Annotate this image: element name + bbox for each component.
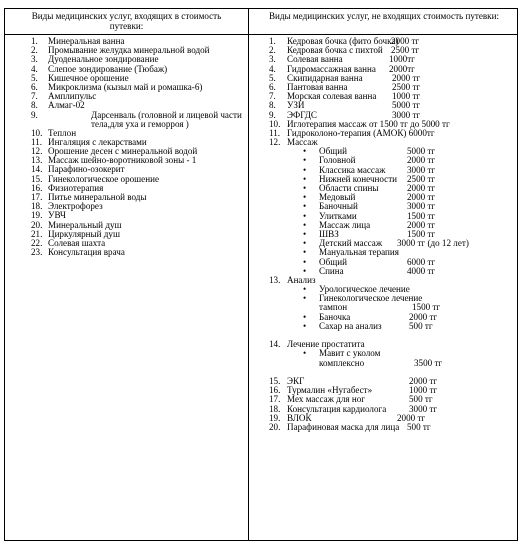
item-number: 20. [31, 219, 43, 230]
sub-item [249, 313, 517, 322]
sub-item-text: Медовый [319, 192, 356, 203]
sub-item-text: Баночный [319, 201, 358, 212]
sub-item-text: Классика массаж [319, 164, 386, 175]
sub-item-price: 2000 тг [407, 155, 436, 166]
sub-item-text: Улитками [319, 210, 357, 221]
sub-item [249, 294, 517, 303]
bullet-icon: • [303, 256, 307, 267]
sub-item [249, 322, 517, 331]
list-item [249, 423, 517, 432]
item-number: 11. [31, 136, 43, 147]
bullet-icon: • [303, 183, 307, 193]
left-column-header: Виды медицинских услуг, входящих в стоимость путевки: [31, 11, 222, 31]
item-price: 500 тг [407, 421, 431, 432]
sub-item [249, 303, 517, 312]
sub-item-text: Массаж лица [319, 219, 371, 230]
sub-item-price: 3500 тг [414, 357, 443, 368]
bullet-icon: • [303, 348, 307, 359]
sub-item-price: 3000 тг [407, 164, 436, 175]
sub-item [249, 349, 517, 358]
right-column-header: Виды медицинских услуг, не входящих стоимость путевки: [268, 11, 499, 21]
item-number: 14. [269, 339, 281, 350]
sub-item-text: Урологическое лечение [319, 284, 410, 295]
sub-item-text: Области спины [319, 183, 379, 193]
item-text: Мех массаж для ног [287, 394, 365, 405]
item-number: 11. [269, 127, 281, 138]
item-price: 2000 тг [409, 375, 438, 386]
item-number: 5. [31, 72, 38, 83]
sub-item-price: 1500 тг [412, 302, 441, 313]
sub-item-price: 2000 тг [407, 192, 436, 203]
list-item [5, 92, 248, 101]
bullet-icon: • [303, 210, 307, 221]
item-number: 18. [269, 403, 281, 414]
item-price: 1000тг [389, 54, 415, 65]
included-services-list [5, 37, 248, 257]
item-number: 12. [269, 137, 281, 148]
item-number: 2. [31, 45, 38, 56]
item-text: ВЛОК [287, 412, 312, 423]
sub-item-price: 2000 тг [409, 311, 438, 322]
sub-item-text: Мавит с уколом [319, 348, 381, 359]
header-divider [5, 34, 517, 35]
item-price: 2000 тг [391, 36, 420, 46]
item-text: Кишечное орошение [48, 72, 129, 83]
bullet-icon: • [303, 311, 307, 322]
item-text: Анализ [287, 274, 316, 285]
item-text: Слепое зондирование (Тюбаж) [48, 63, 168, 74]
sub-item-price: 1500 тг [407, 210, 436, 221]
list-item [5, 248, 248, 257]
bullet-icon: • [303, 146, 307, 157]
item-number: 3. [31, 54, 38, 65]
item-text: Солевая ванна [287, 54, 343, 65]
sub-item [249, 221, 517, 230]
item-number: 6. [31, 81, 38, 92]
bullet-icon: • [303, 201, 307, 212]
item-text: УВЧ [48, 210, 66, 221]
item-number: 17. [31, 192, 43, 202]
item-number: 7. [31, 91, 38, 102]
item-number: 23. [31, 247, 43, 258]
sub-item [249, 248, 517, 257]
bullet-icon: • [303, 155, 307, 166]
sub-item-text: комплексно [319, 357, 365, 368]
item-number: 14. [31, 164, 43, 175]
item-text: ЭФГДС [287, 109, 317, 120]
item-text: Циркулярный душ [48, 228, 120, 239]
item-number: 17. [269, 394, 281, 405]
item-text: Амплипульс [48, 91, 97, 102]
item-number: 10. [31, 127, 43, 138]
item-number: 4. [31, 63, 38, 74]
item-text: Турмалин «Нугабест» [287, 385, 373, 396]
list-item [249, 138, 517, 147]
sub-item-price: 6000 тг [407, 256, 436, 267]
item-number: 18. [31, 201, 43, 212]
item-text: Гидромассажная ванна [287, 63, 376, 74]
item-number: 1. [269, 36, 276, 46]
item-number: 16. [31, 182, 43, 193]
bullet-icon: • [303, 284, 307, 295]
sub-item-text: Спина [319, 265, 344, 276]
item-text: Парафино-озокерит [48, 164, 125, 175]
item-number: 21. [31, 228, 43, 239]
item-text: Дуоденальное зондирование [48, 54, 159, 65]
item-number: 6. [269, 81, 276, 92]
sub-item-text: Баночка [319, 311, 351, 322]
bullet-icon: • [303, 228, 307, 239]
sub-item [249, 258, 517, 267]
sub-item-price: 1500 тг [407, 228, 436, 239]
item-price: 5000 тг [392, 100, 421, 111]
item-number: 2. [269, 45, 276, 56]
item-number: 5. [269, 72, 276, 83]
sub-item [249, 175, 517, 184]
item-number: 9. [31, 109, 38, 120]
sub-item-text: Сахар на анализ [319, 320, 382, 331]
item-text: Массаж шейно-воротниковой зоны - 1 [48, 155, 197, 166]
item-text: Питье минеральной воды [48, 192, 147, 202]
item-text: УЗИ [287, 100, 305, 111]
sub-item-text: Нижней конечности [319, 173, 398, 184]
bullet-icon: • [303, 247, 307, 258]
item-price: 2500 тг [391, 45, 420, 56]
item-number: 13. [31, 155, 43, 166]
item-text: ЭКГ [287, 375, 305, 386]
item-text: Иглотерапия массаж от 1500 тг до 5000 тг [287, 118, 450, 129]
list-item [5, 111, 248, 129]
item-text: Ингаляция с лекарствами [48, 136, 147, 147]
sub-item [249, 202, 517, 211]
item-number: 8. [31, 100, 38, 111]
item-number: 8. [269, 100, 276, 111]
sub-item [249, 359, 517, 368]
sub-item-price: 3000 тг (до 12 лет) [397, 238, 469, 249]
item-text: Морская солевая ванна [287, 91, 377, 102]
item-text: Скипидарная ванна [287, 72, 363, 83]
item-price: 2000 тг [397, 412, 426, 423]
item-price: 1000 тг [409, 385, 438, 396]
item-number: 7. [269, 91, 276, 102]
sub-item-price: 3000 тг [407, 201, 436, 212]
bullet-icon: • [303, 265, 307, 276]
item-price: 1000 тг [392, 91, 421, 102]
item-number: 22. [31, 237, 43, 248]
item-number: 1. [31, 36, 38, 46]
item-text: Микроклизма (кызыл май и ромашка-6) [48, 81, 203, 92]
sub-item-text: Общий [319, 256, 347, 267]
item-text: Консультация врача [48, 247, 125, 258]
item-text: Алмаг-02 [48, 100, 85, 111]
item-text: Гидроколоно-терапия (АМОК) 6000тг [287, 127, 435, 138]
item-text: Пантовая ванна [287, 81, 348, 92]
item-text: Парафиновая маска для лица [287, 421, 400, 432]
item-number: 15. [269, 375, 281, 386]
sub-item-text: Гинекологическое лечение [319, 293, 423, 304]
item-price: 500 тг [409, 394, 433, 405]
sub-item [249, 147, 517, 156]
item-text: Лечение простатита [287, 339, 365, 350]
item-number: 15. [31, 173, 43, 184]
sub-item-text: Головной [319, 155, 356, 166]
sub-item [249, 184, 517, 193]
sub-item [249, 212, 517, 221]
sub-item-price: 500 тг [409, 320, 433, 331]
sub-item-text: тампон [319, 302, 348, 313]
item-price: 2500 тг [392, 81, 421, 92]
item-text: Физиотерапия [48, 182, 104, 193]
item-number: 13. [269, 274, 281, 285]
sub-item-text: Общий [319, 146, 347, 157]
item-number: 10. [269, 118, 281, 129]
bullet-icon: • [303, 192, 307, 203]
sub-item-price: 2000 тг [407, 219, 436, 230]
item-text: Электрофорез [48, 201, 103, 212]
sub-item-text: ШВЗ [319, 228, 339, 239]
item-price: 3000 тг [392, 109, 421, 120]
sub-item [249, 230, 517, 239]
item-price: 2000 тг [392, 72, 421, 83]
item-text: Теплон [48, 127, 77, 138]
sub-item-price: 5000 тг [407, 146, 436, 157]
bullet-icon: • [303, 238, 307, 249]
item-text: Кедровая бочка (фито бочка) [287, 36, 399, 46]
item-text: Кедровая бочка с пихтой [287, 45, 383, 56]
services-table [4, 8, 518, 541]
item-text: Промывание желудка минеральной водой [48, 45, 210, 56]
item-price: 2000тг [389, 63, 415, 74]
item-number: 19. [31, 210, 43, 221]
sub-item-text: Детский массаж [319, 238, 383, 249]
sub-item-price: 4000 тг [407, 265, 436, 276]
item-text: Солевая шахта [48, 237, 106, 248]
item-text: Дарсенваль (головной и лицевой части тела,для уха и геморроя ) [91, 109, 242, 129]
bullet-icon: • [303, 320, 307, 331]
sub-item-price: 2500 тг [407, 173, 436, 184]
item-number: 4. [269, 63, 276, 74]
list-item [249, 340, 517, 349]
item-number: 16. [269, 385, 281, 396]
item-text: Минеральная ванна [48, 36, 125, 46]
bullet-icon: • [303, 293, 307, 304]
sub-item-price: 2000 тг [407, 183, 436, 193]
bullet-icon: • [303, 219, 307, 230]
bullet-icon: • [303, 173, 307, 184]
bullet-icon: • [303, 164, 307, 175]
item-price: 3000 тг [409, 403, 438, 414]
item-number: 9. [269, 109, 276, 120]
sub-item [249, 193, 517, 202]
paid-services-list [249, 37, 517, 432]
list-item [5, 83, 248, 92]
sub-item-text: Мануальная терапия [319, 247, 399, 258]
item-text: Орошение десен с минеральной водой [48, 146, 198, 157]
item-number: 19. [269, 412, 281, 423]
item-number: 12. [31, 146, 43, 157]
item-text: Гинекологическое орошение [48, 173, 159, 184]
item-number: 3. [269, 54, 276, 65]
item-text: Массаж [287, 137, 318, 148]
item-number: 20. [269, 421, 281, 432]
item-text: Минеральный душ [48, 219, 122, 230]
item-text: Консультация кардиолога [287, 403, 387, 414]
